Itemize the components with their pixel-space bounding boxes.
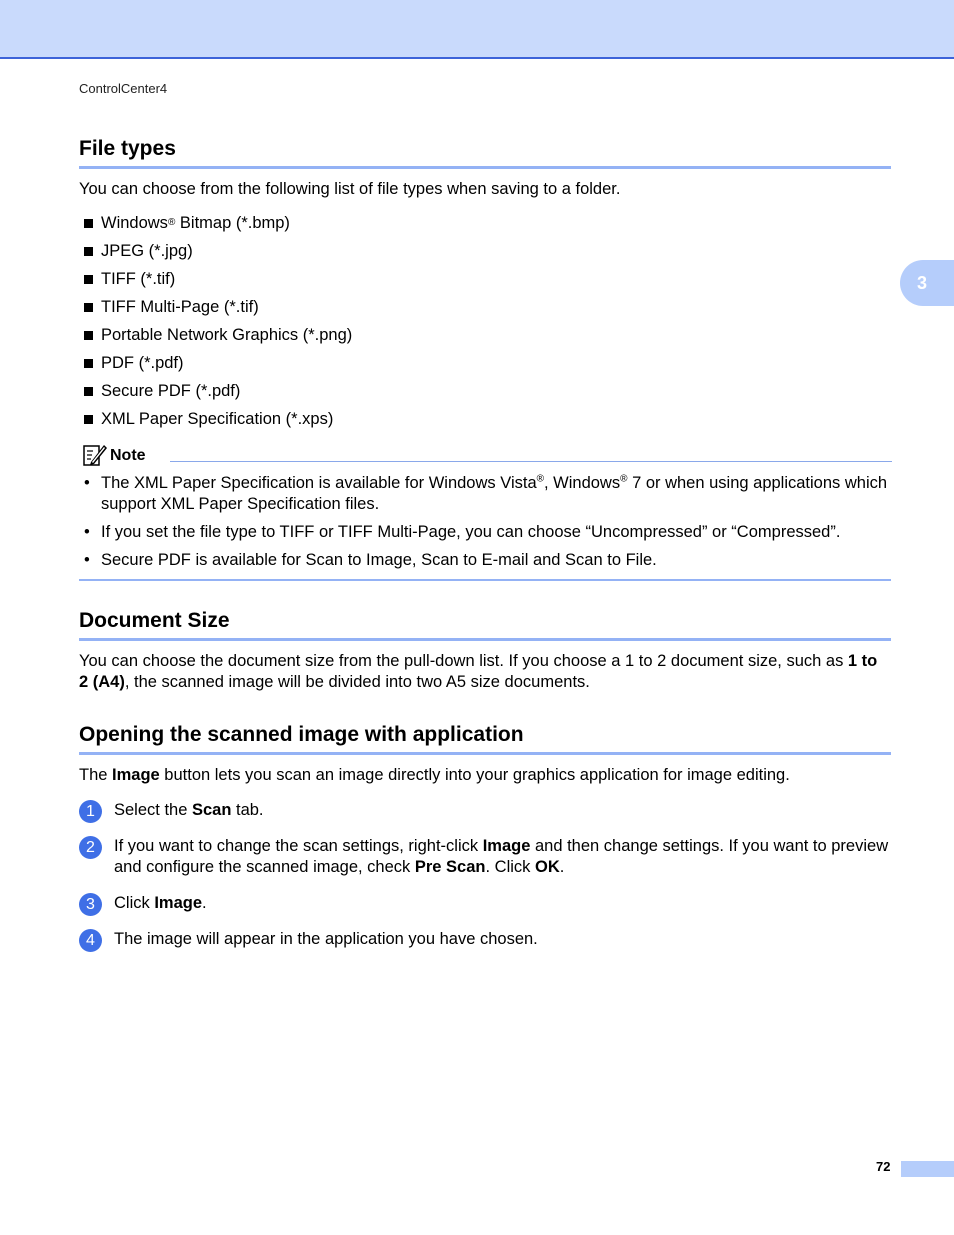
step-number-icon: 2 bbox=[79, 836, 102, 859]
note-item: • If you set the file type to TIFF or TIFF Multi-Page, you can choose “Uncompressed” or “Compressed”. bbox=[84, 523, 841, 541]
file-types-title: File types bbox=[79, 136, 891, 169]
document-size-text: You can choose the document size from the pull-down list. If you choose a 1 to 2 document size, such as 1 to 2 (A4), the scanned image will be divided into two A5 size documents. bbox=[79, 652, 878, 691]
step-list bbox=[79, 800, 891, 965]
note-bottom-rule bbox=[79, 579, 891, 581]
note-divider bbox=[170, 461, 892, 462]
step-item: 4 The image will appear in the application you have chosen. bbox=[79, 929, 891, 950]
opening-intro: The Image button lets you scan an image directly into your graphics application for image editing. bbox=[79, 766, 790, 784]
step-item: 2 If you want to change the scan settings, right-click Image and then change settings. If you want to preview and configure the scanned image, check Pre Scan. Click OK. bbox=[79, 836, 891, 878]
step-item: 3 Click Image. bbox=[79, 893, 891, 914]
list-item: JPEG (*.jpg) bbox=[84, 237, 352, 265]
file-types-intro: You can choose from the following list of file types when saving to a folder. bbox=[79, 180, 621, 198]
square-bullet-icon bbox=[84, 247, 93, 256]
square-bullet-icon bbox=[84, 275, 93, 284]
file-type-list bbox=[84, 209, 352, 433]
square-bullet-icon bbox=[84, 303, 93, 312]
list-item: XML Paper Specification (*.xps) bbox=[84, 405, 352, 433]
note-item: • Secure PDF is available for Scan to Image, Scan to E-mail and Scan to File. bbox=[84, 551, 657, 569]
square-bullet-icon bbox=[84, 387, 93, 396]
square-bullet-icon bbox=[84, 415, 93, 424]
note-pencil-icon bbox=[82, 442, 108, 468]
step-number-icon: 1 bbox=[79, 800, 102, 823]
note-label: Note bbox=[110, 447, 146, 464]
square-bullet-icon bbox=[84, 331, 93, 340]
note-item: • The XML Paper Specification is available for Windows Vista®, Windows® 7 or when using applications which support XML Paper Specification files. bbox=[84, 473, 888, 513]
list-item: Windows ® Bitmap (*.bmp) bbox=[84, 209, 352, 237]
list-item: TIFF Multi-Page (*.tif) bbox=[84, 293, 352, 321]
list-item: Secure PDF (*.pdf) bbox=[84, 377, 352, 405]
step-number-icon: 4 bbox=[79, 929, 102, 952]
header-band bbox=[0, 0, 954, 59]
note-list bbox=[84, 473, 890, 578]
square-bullet-icon bbox=[84, 359, 93, 368]
chapter-tab: 3 bbox=[900, 260, 954, 306]
list-item: TIFF (*.tif) bbox=[84, 265, 352, 293]
running-head: ControlCenter4 bbox=[79, 81, 168, 96]
page-number: 72 bbox=[876, 1159, 891, 1174]
square-bullet-icon bbox=[84, 219, 93, 228]
footer-tab bbox=[901, 1161, 954, 1177]
document-size-title: Document Size bbox=[79, 608, 891, 641]
list-item: Portable Network Graphics (*.png) bbox=[84, 321, 352, 349]
step-item: 1 Select the Scan tab. bbox=[79, 800, 891, 821]
note-header bbox=[82, 442, 892, 468]
step-number-icon: 3 bbox=[79, 893, 102, 916]
list-item: PDF (*.pdf) bbox=[84, 349, 352, 377]
opening-title: Opening the scanned image with application bbox=[79, 722, 891, 755]
